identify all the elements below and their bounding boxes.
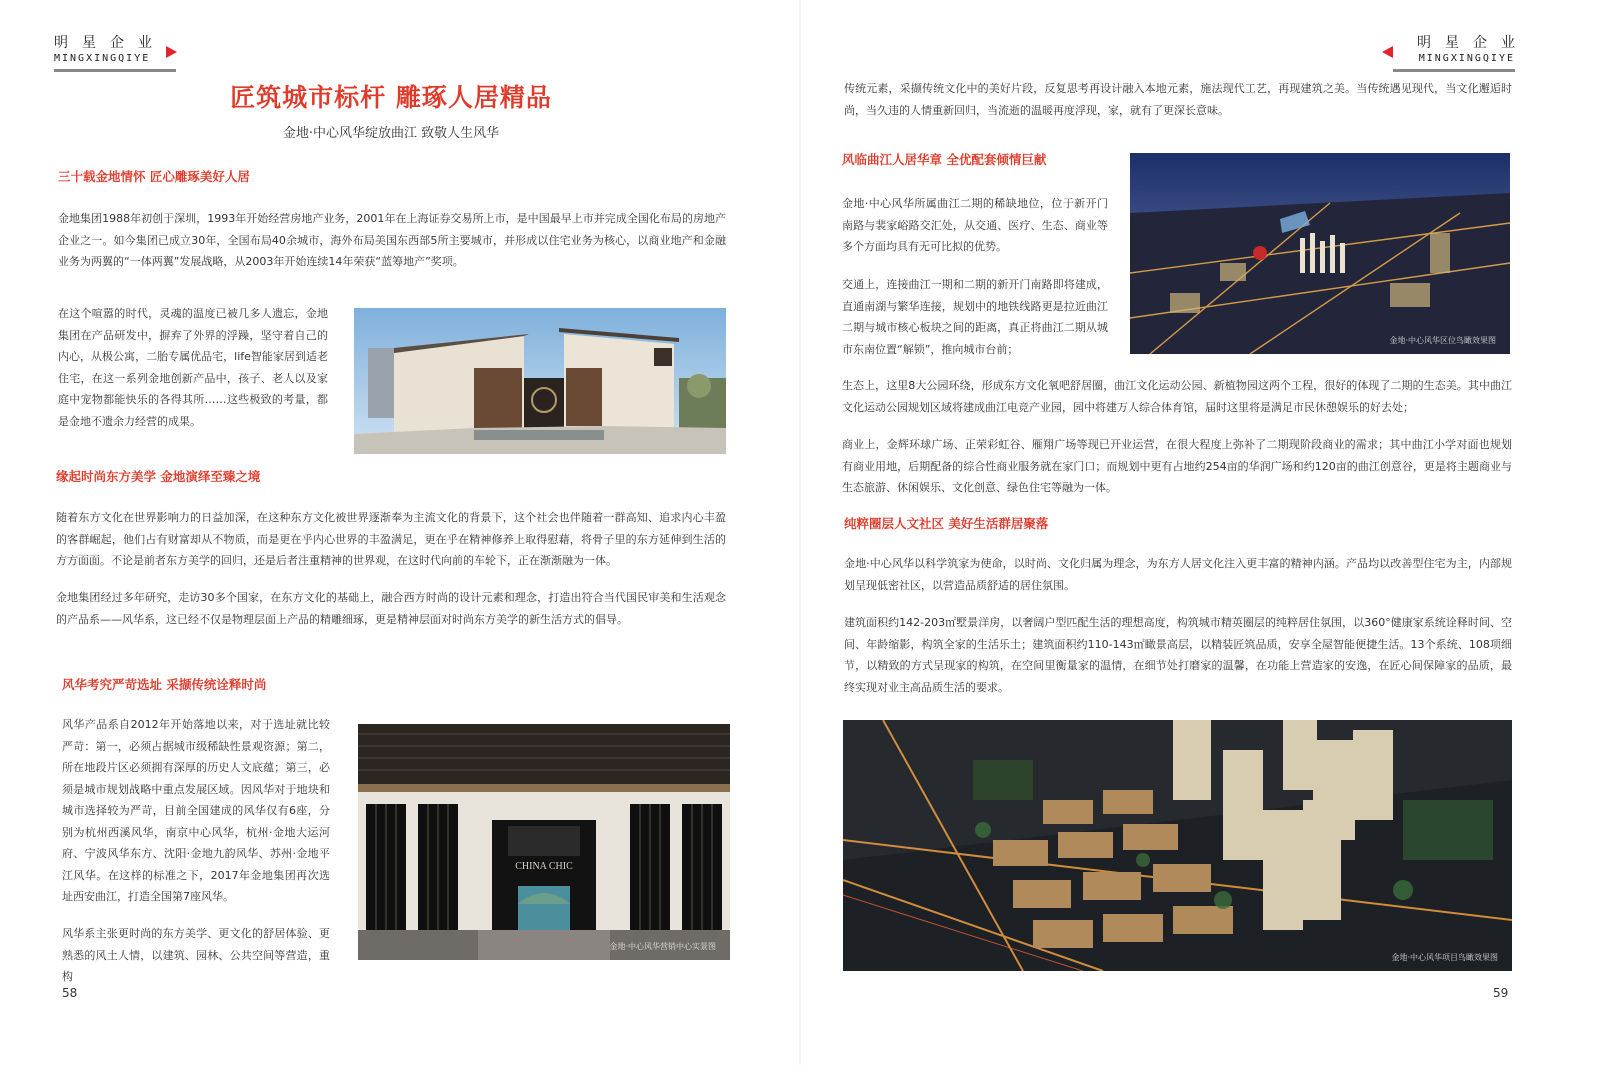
page-fold bbox=[799, 0, 801, 1065]
section-5-paragraph-1: 金地·中心风华以科学筑家为使命，以时尚、文化归属为理念，为东方人居文化注入更丰富的精神内涵。产品均以改善型住宅为主，内部规划呈现低密社区，以营造品质舒适的居住氛围。 bbox=[844, 557, 1512, 592]
running-header-right bbox=[1393, 34, 1529, 72]
header-title-cn: 明星企业 bbox=[54, 35, 166, 51]
intro-paragraph: 传统元素，采撷传统文化中的美好片段，反复思考再设计融入本地元素，施法现代工艺，再现建筑之美。当传统遇见现代，当文化邂逅时尚，当久违的人情重新回归，当流逝的温暖再度浮现，家，就有了更深长意味。 bbox=[844, 82, 1512, 117]
photo-aerial-location-art bbox=[1130, 153, 1510, 354]
triangle-arrow-icon bbox=[1382, 46, 1393, 58]
section-3-paragraph-2: 风华系主张更时尚的东方美学、更文化的舒居体验、更熟悉的风土人情，以建筑、园林、公共空间等营造，重构 bbox=[62, 927, 330, 983]
section-4-paragraph-2: 交通上，连接曲江一期和二期的新开门南路即将建成，直通南湖与繁华连接，规划中的地铁线路更是拉近曲江二期与城市核心板块之间的距离，真正将曲江二期从城市东南位置“解锁”，推向城市台前； bbox=[842, 278, 1108, 356]
article-subtitle: 金地·中心风华绽放曲江 致敬人生风华 bbox=[282, 126, 500, 141]
photo-caption: 金地·中心风华项目鸟瞰效果图 bbox=[1391, 953, 1498, 962]
header-title-cn: 明星企业 bbox=[1417, 35, 1529, 51]
section-heading-3: 风华考究严苛选址 采撷传统诠释时尚 bbox=[62, 677, 267, 692]
photo-project-aerial-art bbox=[843, 720, 1512, 971]
page-number-right: 59 bbox=[1493, 986, 1509, 1000]
article-title: 匠筑城市标杆 雕琢人居精品 bbox=[230, 83, 552, 112]
photo-caption: 金地·中心风华区位鸟瞰效果图 bbox=[1389, 336, 1496, 345]
photo-project-aerial bbox=[843, 720, 1512, 971]
triangle-arrow-icon bbox=[166, 46, 177, 58]
section-2-paragraph-2: 金地集团经过多年研究，走访30多个国家，在东方文化的基础上，融合西方时尚的设计元素和理念，打造出符合当代国民审美和生活观念的产品系——风华系，这已经不仅是物理层面上产品的精雕细琢，更是精神层面对时尚东方美学的新生活方式的倡导。 bbox=[56, 591, 726, 626]
section-1-paragraph-1: 金地集团1988年初创于深圳，1993年开始经营房地产业务，2001年在上海证券交易所上市，是中国最早上市并完成全国化布局的房地产企业之一。如今集团已成立30年，全国布局40余城市，海外布局美国东西部5所主要城市，并形成以住宅业务为核心，以商业地产和金融业务为两翼的“一体两翼”发展战略，从2003年开始连续14年荣获“蓝筹地产”奖项。 bbox=[58, 212, 726, 268]
photo-sales-center-art bbox=[358, 724, 730, 960]
header-rule bbox=[54, 69, 176, 72]
page-number-left: 58 bbox=[62, 986, 78, 1000]
section-4-paragraph-4: 商业上，金辉环球广场、正荣彩虹谷、雁翔广场等现已开业运营，在很大程度上弥补了二期现阶段商业的需求；其中曲江小学对面也规划有商业用地，后期配备的综合性商业服务就在家门口；而规划中更有占地约254亩的华润广场和约120亩的曲江创意谷，更是将主题商业与生态旅游、休闲娱乐、文化创意、绿色住宅等融为一体。 bbox=[842, 438, 1512, 494]
header-title-en: MINGXINGQIYE bbox=[1418, 53, 1515, 64]
section-heading-1: 三十载金地情怀 匠心雕琢美好人居 bbox=[58, 169, 250, 184]
photo-oriental-building-art bbox=[354, 308, 726, 454]
section-heading-5: 纯粹圈层人文社区 美好生活群居聚落 bbox=[844, 516, 1049, 531]
header-rule bbox=[1393, 69, 1515, 72]
section-4-paragraph-3: 生态上，这里8大公园环绕，形成东方文化氧吧舒居圈，曲江文化运动公园、新植物园这两个工程，很好的体现了二期的生态美。其中曲江文化运动公园规划区域将建成曲江电竞产业园，园中将建万人综合体育馆，届时这里将是满足市民休憩娱乐的好去处； bbox=[842, 379, 1512, 414]
photo-caption: 金地·中心风华营销中心实景图 bbox=[609, 942, 716, 951]
section-heading-4: 风临曲江人居华章 全优配套倾情巨献 bbox=[842, 152, 1047, 167]
section-1-paragraph-2: 在这个喧嚣的时代，灵魂的温度已被几多人遗忘，金地集团在产品研发中，摒弃了外界的浮躁，坚守着自己的内心，从极公寓，二胎专属优品宅，life智能家居到适老住宅，在这一系列金地创新产品中，孩子、老人以及家庭中宠物都能快乐的各得其所……这些极致的考量，都是金地不遗余力经营的成果。 bbox=[58, 307, 328, 428]
header-title-en: MINGXINGQIYE bbox=[54, 53, 151, 64]
section-heading-2: 缘起时尚东方美学 金地演绎至臻之境 bbox=[56, 469, 261, 484]
section-3-paragraph-1: 风华产品系自2012年开始落地以来，对于选址就比较严苛：第一，必须占据城市级稀缺性景观资源；第二，所在地段片区必须拥有深厚的历史人文底蕴；第三，必须是城市规划战略中重点发展区域。因风华对于地块和城市选择较为严苛，目前全国建成的风华仅有6座，分别为杭州西溪风华，南京中心风华，杭州·金地大运河府、宁波风华东方、沈阳·金地九韵风华、苏州·金地平江风华。在这样的标准之下，2017年金地集团再次选址西安曲江，打造全国第7座风华。 bbox=[62, 718, 330, 903]
running-header-left bbox=[54, 34, 176, 72]
photo-sales-center bbox=[358, 724, 730, 960]
section-2-paragraph-1: 随着东方文化在世界影响力的日益加深，在这种东方文化被世界逐渐奉为主流文化的背景下，这个社会也伴随着一群高知、追求内心丰盈的客群崛起，他们占有财富却从不物质，而是更在乎内心世界的丰盈满足，更在乎在精神修养上取得慰藉，将骨子里的东方延伸到生活的方方面面。不论是前者东方美学的回归，还是后者注重精神的世界观，在这时代向前的车轮下，正在渐渐融为一体。 bbox=[56, 511, 726, 567]
section-4-paragraph-1: 金地·中心风华所属曲江二期的稀缺地位，位于新开门南路与裴家峪路交汇处，从交通、医疗、生态、商业等多个方面均具有无可比拟的优势。 bbox=[842, 197, 1108, 253]
photo-oriental-building bbox=[354, 308, 726, 454]
svg-text:CHINA CHIC: CHINA CHIC bbox=[515, 861, 573, 872]
photo-aerial-location bbox=[1130, 153, 1510, 354]
section-5-paragraph-2: 建筑面积约142-203㎡墅景洋房，以奢阔户型匹配生活的理想高度，构筑城市精英圈层的纯粹居住氛围，以360°健康家系统诠释时间、空间、年龄缩影，构筑全家的生活乐土；建筑面积约110-143㎡瞰景高层，以精装匠筑品质，安享全屋智能便捷生活。13个系统、108项细节，以精致的方式呈现家的构筑，在空间里衡量家的温情，在细节处打磨家的温馨，在功能上营造家的安逸，在匠心间保障家的品质，最终实现对业主高品质生活的要求。 bbox=[844, 616, 1512, 694]
